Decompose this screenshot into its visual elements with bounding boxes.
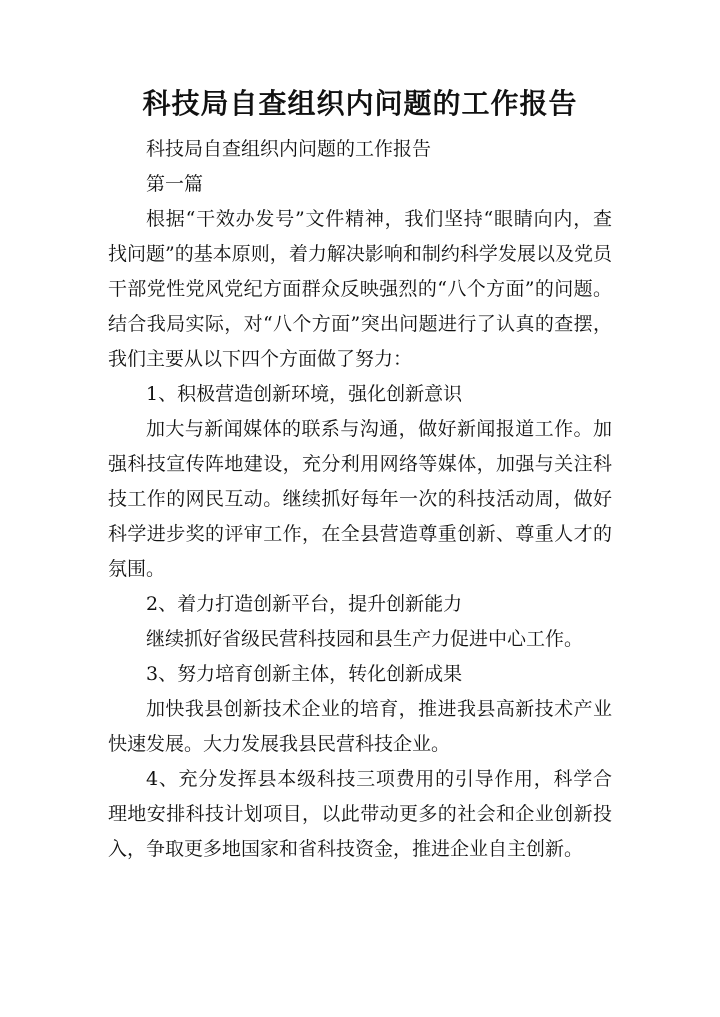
item-3-heading: 3、努力培育创新主体，转化创新成果 — [146, 663, 463, 685]
intro-paragraph: 根据“干效办发号”文件精神，我们坚持“眼睛向内，查找问题”的基本原则，着力解决影响和制约科学发展以及党员干部党性党风党纪方面群众反映强烈的“八个方面”的问题。结合我局实际，对“八个方面”突出问题进行了认真的查摆，我们主要从以下四个方面做了努力： — [108, 208, 612, 370]
item-1-body: 加大与新闻媒体的联系与沟通，做好新闻报道工作。加强科技宣传阵地建设，充分利用网络等媒体，加强与关注科技工作的网民互动。继续抓好每年一次的科技活动周，做好科学进步奖的评审工作，在全县营造尊重创新、尊重人才的氛围。 — [108, 418, 612, 580]
item-2-body: 继续抓好省级民营科技园和县生产力促进中心工作。 — [146, 628, 584, 650]
document-title: 科技局自查组织内问题的工作报告 — [142, 87, 578, 120]
item-3-body: 加快我县创新技术企业的培育，推进我县高新技术产业快速发展。大力发展我县民营科技企业。 — [108, 698, 612, 755]
section-label: 第一篇 — [146, 173, 204, 195]
item-1-heading: 1、积极营造创新环境，强化创新意识 — [146, 383, 463, 405]
document-subtitle: 科技局自查组织内问题的工作报告 — [146, 138, 432, 160]
item-2-heading: 2、着力打造创新平台，提升创新能力 — [146, 593, 463, 615]
item-4-body: 4、充分发挥县本级科技三项费用的引导作用，科学合理地安排科技计划项目，以此带动更多的社会和企业创新投入，争取更多地国家和省科技资金，推进企业自主创新。 — [108, 768, 612, 860]
